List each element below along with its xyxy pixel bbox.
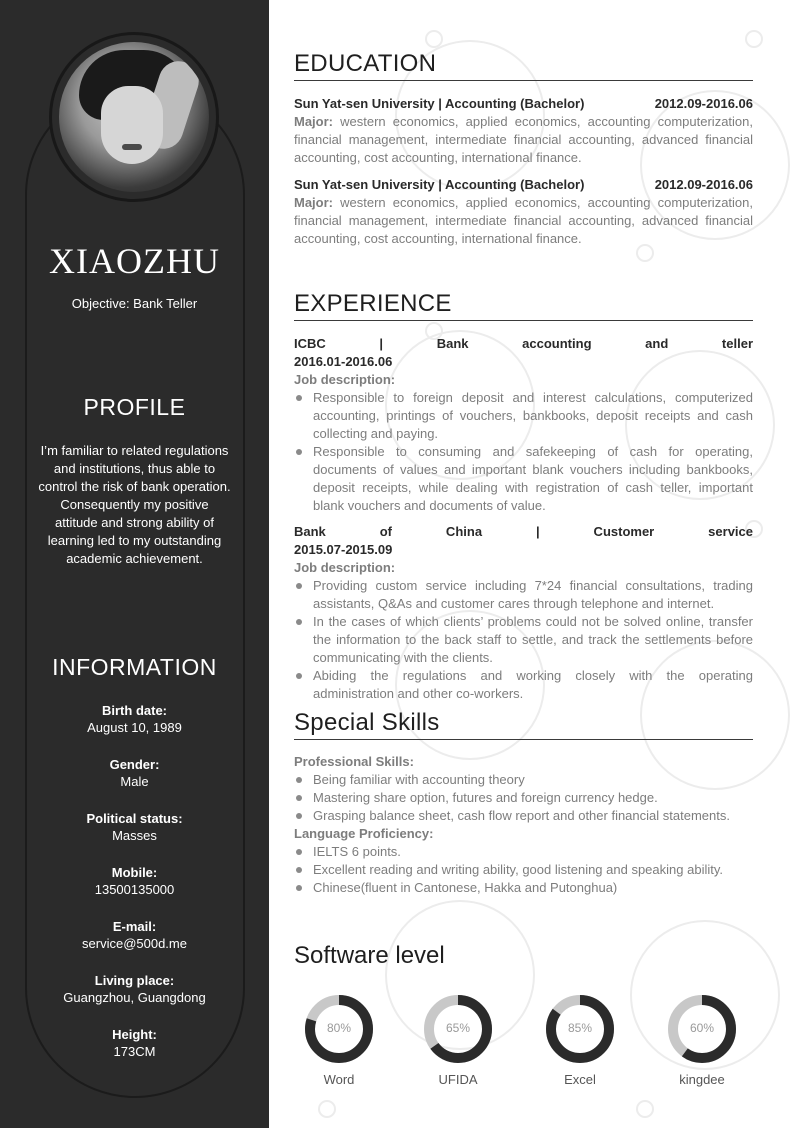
info-value: service@500d.me <box>82 936 187 951</box>
watermark-dot <box>318 1100 336 1118</box>
professional-skills-label: Professional Skills: <box>294 754 414 769</box>
watermark-dot <box>425 30 443 48</box>
list-item: Providing custom service including 7*24 financial consultations, trading assistants, Q&As and customer cares through telephone and internet. <box>294 577 753 613</box>
info-political-status <box>0 810 269 864</box>
info-value: August 10, 1989 <box>87 720 182 735</box>
software-item-excel <box>535 994 625 1087</box>
software-item-ufida <box>413 994 503 1087</box>
objective: Objective: Bank Teller <box>71 296 198 311</box>
info-email <box>0 918 269 972</box>
profile-title: PROFILE <box>83 394 186 420</box>
education-entry-header <box>294 176 753 194</box>
major-text: western economics, applied economics, accounting computerization, financial management, intermediate financial accounting, advanced financial accounting, cost accounting, international finance. <box>294 114 753 165</box>
software-item-word <box>294 994 384 1087</box>
list-item: Responsible to foreign deposit and interest calculations, computerized accounting, printings of vouchers, bankbooks, deposit receipts and cash collecting and paying. <box>294 389 753 443</box>
list-item: Chinese(fluent in Cantonese, Hakka and Putonghua) <box>294 879 753 897</box>
education-date: 2012.09-2016.06 <box>654 96 753 111</box>
information-title: INFORMATION <box>52 654 217 680</box>
education-school: Sun Yat-sen University | Accounting (Bachelor) <box>294 96 585 111</box>
job-description-list <box>294 389 753 515</box>
experience-date: 2015.07-2015.09 <box>294 542 393 557</box>
information-list <box>0 702 269 1080</box>
language-proficiency-label: Language Proficiency: <box>294 826 434 841</box>
software-level-title: Software level <box>294 942 445 969</box>
job-description-label: Job description: <box>294 372 396 387</box>
list-item: Responsible to consuming and safekeeping of cash for operating, documents of values and important blank vouchers including bankbooks, deposit receipts, while dealing with registration of cash teller, important blank vouchers and documents of value. <box>294 443 753 515</box>
avatar <box>59 42 209 192</box>
avatar-face <box>101 86 163 164</box>
education-title: EDUCATION <box>294 50 753 81</box>
experience-header: ICBC | Bank accounting and teller <box>294 336 753 351</box>
education-major <box>294 113 753 167</box>
experience-entry <box>294 523 753 703</box>
watermark-dot <box>745 30 763 48</box>
info-label: Living place: <box>94 973 175 988</box>
experience-date: 2016.01-2016.06 <box>294 354 393 369</box>
software-level-chart <box>294 994 753 1094</box>
info-gender <box>0 756 269 810</box>
experience-header: Bank of China | Customer service <box>294 524 753 539</box>
major-label: Major: <box>294 195 333 210</box>
major-label: Major: <box>294 114 333 129</box>
professional-skills-list <box>294 771 753 825</box>
info-label: Political status: <box>86 811 183 826</box>
info-height <box>0 1026 269 1080</box>
info-value: Masses <box>112 828 157 843</box>
info-label: E-mail: <box>112 919 157 934</box>
profile-text: I’m familiar to related regulations and institutions, thus able to control the risk of bank operation. Consequently my positive attitude and strong ability of learning led to my outstanding academic achievement. <box>38 443 231 566</box>
list-item: Abiding the regulations and working closely with the operating administration and other co-workers. <box>294 667 753 703</box>
sidebar <box>0 0 269 1128</box>
software-name: UFIDA <box>438 1072 478 1087</box>
info-birth-date <box>0 702 269 756</box>
info-living-place <box>0 972 269 1026</box>
donut-percent-label: 60% <box>689 1021 715 1035</box>
info-value: 13500135000 <box>94 882 175 897</box>
donut-percent-label: 65% <box>445 1021 471 1035</box>
list-item: IELTS 6 points. <box>294 843 753 861</box>
software-name: kingdee <box>679 1072 725 1087</box>
software-name: Excel <box>564 1072 596 1087</box>
info-value: Male <box>120 774 149 789</box>
info-label: Birth date: <box>102 703 167 718</box>
experience-title: EXPERIENCE <box>294 290 753 321</box>
list-item: In the cases of which clients’ problems could not be solved online, transfer the information to the back staff to settle, and track the settlements before communicating with the clients. <box>294 613 753 667</box>
job-description-list <box>294 577 753 703</box>
list-item: Excellent reading and writing ability, good listening and speaking ability. <box>294 861 753 879</box>
education-major <box>294 194 753 248</box>
skills-section <box>294 753 753 897</box>
donut-percent-label: 80% <box>326 1021 352 1035</box>
info-label: Gender: <box>109 757 160 772</box>
candidate-name: XIAOZHU <box>49 241 220 281</box>
software-item-kingdee <box>657 994 747 1087</box>
education-date: 2012.09-2016.06 <box>654 177 753 192</box>
info-label: Mobile: <box>111 865 158 880</box>
list-item: Grasping balance sheet, cash flow report and other financial statements. <box>294 807 753 825</box>
info-label: Height: <box>112 1027 157 1042</box>
avatar-frame <box>49 32 219 202</box>
language-proficiency-list <box>294 843 753 897</box>
watermark-dot <box>636 1100 654 1118</box>
education-entry <box>294 176 753 248</box>
software-name: Word <box>323 1072 355 1087</box>
info-value: Guangzhou, Guangdong <box>63 990 206 1005</box>
job-description-label: Job description: <box>294 560 396 575</box>
education-entry <box>294 95 753 167</box>
education-entry-header <box>294 95 753 113</box>
education-school: Sun Yat-sen University | Accounting (Bachelor) <box>294 177 585 192</box>
info-mobile <box>0 864 269 918</box>
donut-percent-label: 85% <box>567 1021 593 1035</box>
info-value: 173CM <box>113 1044 156 1059</box>
list-item: Mastering share option, futures and foreign currency hedge. <box>294 789 753 807</box>
avatar-lips <box>122 144 142 150</box>
major-text: western economics, applied economics, accounting computerization, financial management, intermediate financial accounting, advanced financial accounting, cost accounting, international finance. <box>294 195 753 246</box>
special-skills-title: Special Skills <box>294 709 753 740</box>
list-item: Being familiar with accounting theory <box>294 771 753 789</box>
experience-entry <box>294 335 753 515</box>
